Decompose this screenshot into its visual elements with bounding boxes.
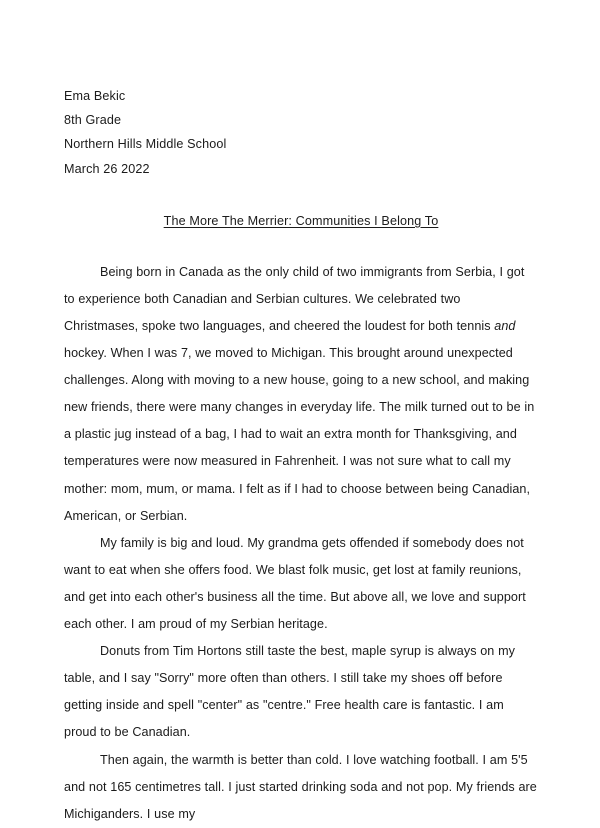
heading-school: Northern Hills Middle School (64, 137, 227, 152)
italic-emphasis: and (494, 319, 516, 333)
paragraph-1: Being born in Canada as the only child of two immigrants from Serbia, I got to experience both Canadian and Serbian cultures. We celebrated two Christmases, spoke two languages, and cheered the loudest for both tennis and hockey. When I was 7, we moved to Michigan. This brought around unexpected challenges. Along with moving to a new house, going to a new school, and making new friends, there were many changes in everyday life. The milk turned out to be in a plastic jug instead of a bag, I had to wait an extra month for Thanksgiving, and temperatures were now measured in Fahrenheit. I was not sure what to call my mother: mom, mum, or mama. I felt as if I had to choose between being Canadian, American, or Serbian. (64, 264, 535, 523)
paragraph-2: My family is big and loud. My grandma gets offended if somebody does not want to eat when she offers food. We blast folk music, get lost at family reunions, and get into each other's business all the time. But above all, we love and support each other. I am proud of my Serbian heritage. (64, 535, 526, 632)
document-title-container (64, 211, 538, 231)
heading-grade: 8th Grade (64, 113, 122, 128)
document-title: The More The Merrier: Communities I Belong To (163, 213, 439, 228)
mla-heading-block (64, 0, 538, 181)
heading-author-name: Ema Bekic (64, 89, 126, 103)
heading-date: March 26 2022 (64, 161, 150, 176)
essay-body (64, 259, 538, 828)
paragraph-3: Donuts from Tim Hortons still taste the best, maple syrup is always on my table, and I say "Sorry" more often than others. I still take my shoes off before getting inside and spell "center" as "centre." Free health care is fantastic. I am proud to be Canadian. (64, 644, 515, 740)
document-body (64, 0, 538, 828)
paragraph-4: Then again, the warmth is better than cold. I love watching football. I am 5'5 and not 165 centimetres tall. I just started drinking soda and not pop. My friends are Michiganders. I use my (64, 752, 537, 821)
